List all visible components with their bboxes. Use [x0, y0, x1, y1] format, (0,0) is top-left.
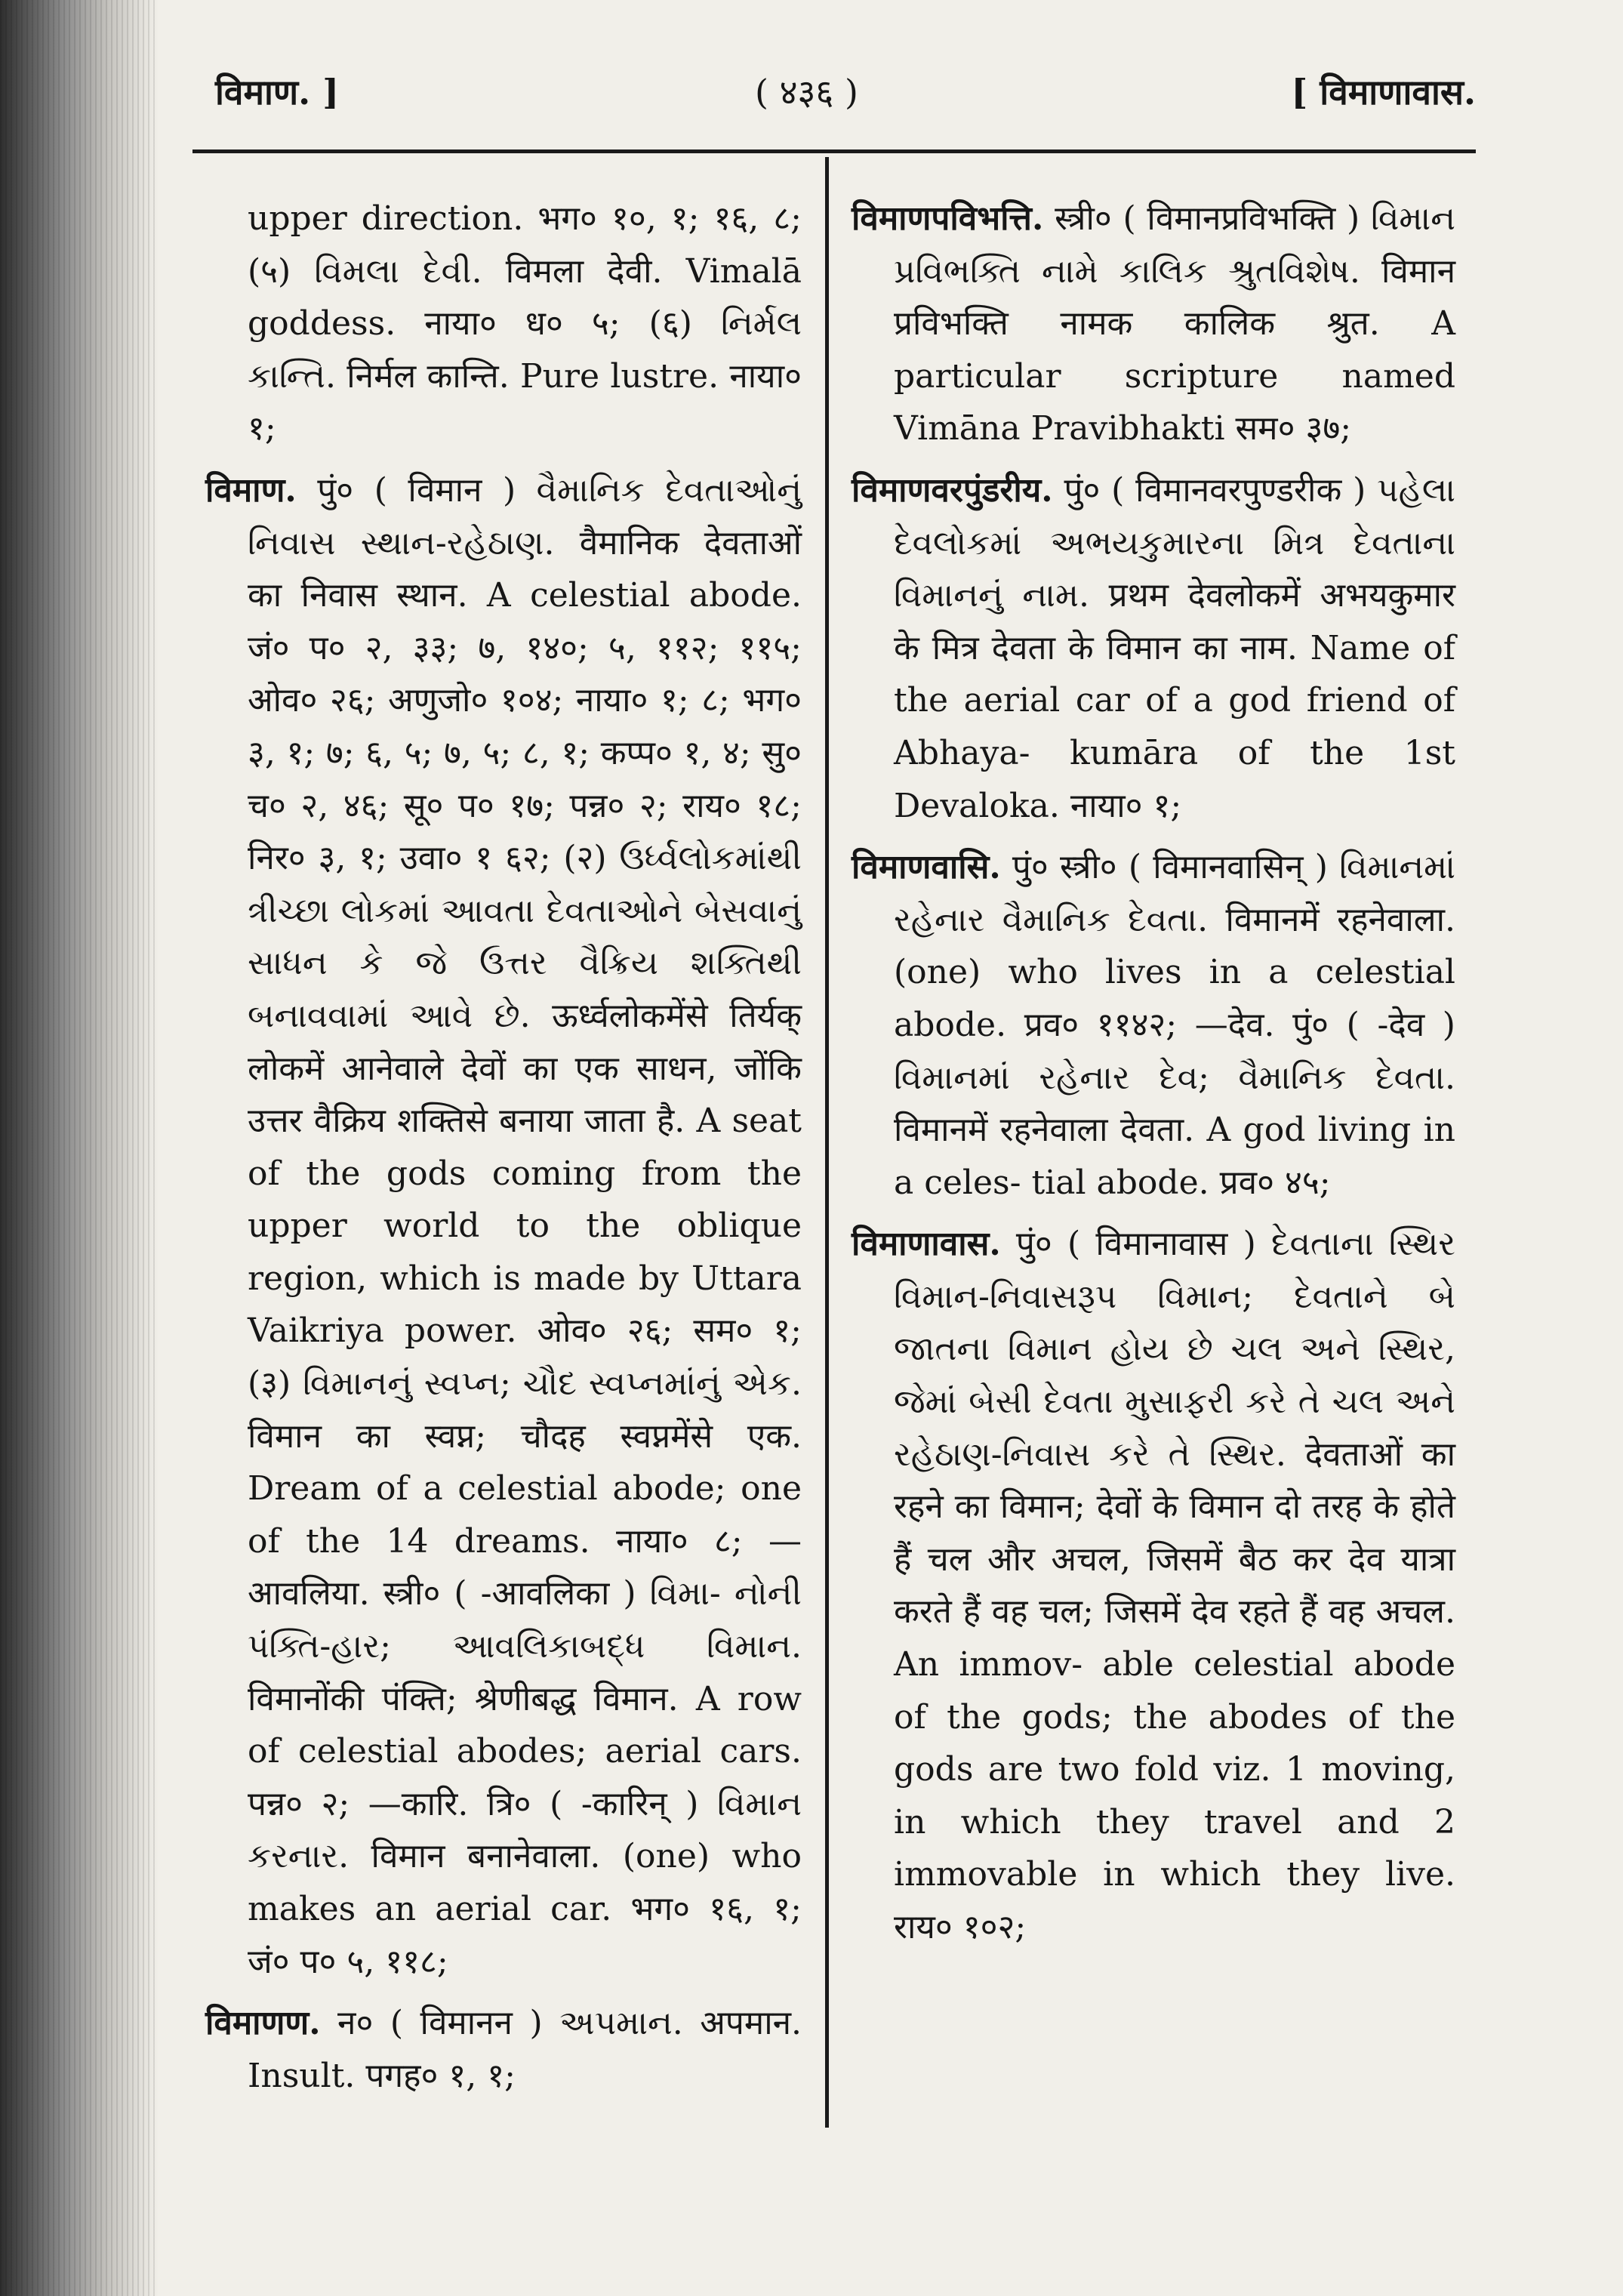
- entry-text-line: kumāra of the 1st Devaloka.: [894, 733, 1455, 825]
- entry-text-line: रहनेवाला. (one) who lives in a: [894, 900, 1455, 992]
- entry-text-line: in which they travel and 2: [894, 1802, 1455, 1841]
- entry-text-line: સ્થિર, જેમાં બેસી દેવતા મુસાફરી કરે: [894, 1330, 1455, 1422]
- entry-text-line: is made by Uttara Vaikriya: [248, 1259, 802, 1351]
- entry-text-line: १; जं० प० ५, ११८;: [248, 1890, 802, 1981]
- entry-text-line: are two fold viz. 1 moving,: [987, 1750, 1455, 1789]
- entry-text-line: —आवलिया. स्त्री० ( -आवलिका ) વિમા-: [248, 1521, 802, 1613]
- entry-text-line: of a celestial abode; one of: [248, 1469, 802, 1561]
- entry-text-line: પહેલા દેવલોકમાં અભયકુમારના મિત્ર: [894, 470, 1455, 562]
- entry-text-line: lustre. नाया० १;: [248, 356, 802, 448]
- entry-text-line: Vimāna Pravibhakti सम० ३७;: [894, 409, 1352, 448]
- entry-text-line: upper direction. भग० १०, १;: [248, 199, 700, 238]
- entry-text-line: બે જાતના વિમાન હોય છે ચલ અને: [894, 1277, 1455, 1369]
- left-column: [205, 193, 802, 2111]
- dictionary-entry: [852, 193, 1455, 455]
- entry-headword: विमाणवासि.: [852, 848, 1001, 887]
- entry-text-line: gods; the abodes of the gods: [894, 1697, 1455, 1789]
- entry-text-line: makes an aerial car. भग० १६,: [248, 1890, 755, 1928]
- entry-text-line: १७; पन्न० २; राय० १८; निर० ३, १;: [248, 786, 802, 878]
- right-column: [852, 193, 1455, 1963]
- entry-text-line: Vimalā goddess. नाया० ध० ५;: [248, 251, 802, 344]
- entry-headword: विमाणावास.: [852, 1225, 1001, 1264]
- column-divider: [825, 157, 829, 2128]
- entry-text-line: न० ( विमानन ) અપમાન. अपमान.: [337, 2004, 802, 2043]
- entry-text-line: पुं० ( विमान ) વૈમાનિક દેવતાઓનું: [317, 470, 802, 510]
- entry-text-line: स्त्री० ( विमानप्रविभक्ति ): [1055, 199, 1360, 238]
- entry-text-line: प० २, ३३; ७, १४०; ५, ११२; ११५;: [309, 628, 802, 667]
- entry-text-line: આવે છે. ऊर्ध्वलोकमेंसे तिर्यक् लोकमें आनेवाले: [248, 996, 802, 1088]
- entry-continuation: [205, 193, 802, 455]
- entry-text-line: देव रहते हैं वह अचल. An immov-: [894, 1592, 1456, 1684]
- entry-text-line: दो तरह के होते हैं चल और अचल, जिसमें: [894, 1487, 1455, 1579]
- entry-text-line: દેવતાના વિમાનનું નામ. प्रथम देवलोकमें: [894, 523, 1455, 615]
- entry-text-line: Name of the aerial car of: [894, 628, 1455, 720]
- entry-text-line: able celestial abode of the: [894, 1645, 1455, 1737]
- entry-text-line: देवों का एक साधन, जोंकि उत्तर वैक्रिय शक्तिसे: [248, 1049, 802, 1141]
- entry-text-line: of celestial abodes; aerial cars.: [248, 1732, 802, 1771]
- dictionary-entry: [852, 841, 1455, 1209]
- entry-text-line: बनाया जाता है. A seat of the gods: [248, 1102, 802, 1193]
- entry-text-line: coming from the upper world: [248, 1154, 802, 1246]
- header-left-guide-word: विमाण. ]: [215, 72, 339, 112]
- page-number: ( ४३६ ): [755, 72, 858, 112]
- entry-text-line: to the oblique region, which: [248, 1207, 802, 1298]
- entry-text-line: નોની પંક્તિ-હાર; આવલિકાબદ્ધ વિમાન.: [248, 1574, 802, 1666]
- dictionary-entry: [205, 1997, 802, 2102]
- entry-text-line: विमान प्रविभक्ति नामक कालिक श्रुत. A: [894, 251, 1455, 344]
- entry-text-line: particular scripture named: [894, 356, 1455, 396]
- entry-text-line: राय० १०२;: [894, 1908, 1027, 1946]
- entry-text-line: a god friend of Abhaya-: [894, 681, 1455, 772]
- entry-text-line: भग० ३, १; ७; ६, ५; ७, ५; ८, १;: [248, 681, 802, 772]
- entry-text-line: તે ચલ અને રહેઠાણ-નિવાસ કરે તે સ્થિર.: [894, 1382, 1455, 1474]
- entry-text-line: the 14 dreams. नाया० ८;: [306, 1521, 743, 1561]
- dictionary-entry: [852, 464, 1455, 832]
- entry-text-line: કરનાર. विमान बनानेवाला. (one) who: [248, 1837, 802, 1876]
- entry-text-line: celestial abode. प्रव० ११४२;: [894, 953, 1455, 1044]
- entry-text-line: पुं० स्त्री० ( विमानवासिन् ): [1012, 848, 1328, 887]
- entry-headword: विमाणण.: [205, 2004, 321, 2043]
- entry-text-line: —देव. पुं० ( -देव ) વિમાનમાં રહેનાર: [894, 1005, 1455, 1097]
- entry-text-line: વિમાનમાં રહેનાર વૈમાનિક દેવતા. विमानमें: [894, 848, 1455, 939]
- header-rule: [192, 149, 1476, 153]
- entry-text-line: નિવાસ સ્થાન-રહેઠાણ. वैमानिक देवताओं का: [248, 523, 802, 615]
- entry-text-line: લોકમાં આવતા દેવતાઓને બેસવાનું સાધન: [248, 891, 802, 983]
- entry-text-line: વિમાનનું સ્વપ્ન; ચૌદ સ્વપ્નમાંનું એક. विमान: [248, 1364, 802, 1456]
- entry-text-line: देवता. A god living in a celes-: [894, 1111, 1455, 1202]
- entry-headword: विमाण.: [205, 470, 297, 510]
- entry-text-line: अभयकुमार के मित्र देवता के विमान का नाम.: [894, 576, 1455, 667]
- dictionary-entry: [205, 464, 802, 1988]
- entry-text-line: निवास स्थान. A celestial abode. जं०: [248, 576, 802, 667]
- entry-text-line: उवा० १ ६२; (२) ઉર્ધ્વલોકમાંથી ત્રીચ્છા: [248, 839, 802, 930]
- entry-text-line: विमानोंकी पंक्ति; श्रेणीबद्ध विमान. A row: [248, 1679, 802, 1718]
- entry-text-line: १६, ८; (५) વિમલા દેવી. विमला देवी.: [248, 199, 802, 291]
- entry-text-line: tial abode. प्रव० ४५;: [1031, 1163, 1331, 1202]
- entry-text-line: देवताओं का रहने का विमान; देवों के विमान: [894, 1435, 1455, 1527]
- entry-text-line: नाया० १;: [1070, 786, 1182, 825]
- entry-text-line: power. ओव० २६; सम० १; (३): [248, 1311, 802, 1404]
- entry-text-line: Insult. पगह० १, १;: [248, 2056, 516, 2095]
- entry-headword: विमाणपविभत्ति.: [852, 199, 1044, 238]
- book-spine-shadow: [0, 0, 159, 2296]
- page-header: [192, 69, 1476, 122]
- entry-text-line: बैठ कर देव यात्रा करते हैं वह चल; जिसमें: [894, 1539, 1455, 1632]
- entry-text-line: દેવ; વૈમાનિક દેવતા. विमानमें रहनेवाला: [894, 1058, 1455, 1150]
- entry-headword: विमाणवरपुंडरीय.: [852, 470, 1053, 510]
- entry-text-line: immovable in which they live.: [894, 1855, 1455, 1894]
- entry-text-line: पुं० ( विमानावास ) દેવતાના: [1015, 1225, 1374, 1264]
- entry-text-line: पन्न० २; —कारि. त्रि० ( -कारिन् ) વિમાન: [248, 1784, 802, 1823]
- entry-text-line: વિમાન પ્રવિભક્તિ નામે કાલિક શ્રુતવિશેષ.: [894, 199, 1455, 291]
- entry-text-line: (६) નિર્મલ કાન્તિ. निर्मल कान्ति. Pure: [248, 304, 802, 396]
- entry-text-line: पुं० ( विमानवरपुण्डरीक ): [1064, 470, 1366, 510]
- entry-text-line: का स्वप्न; चौदह स्वप्नमेंसे एक. Dream: [248, 1416, 802, 1509]
- entry-text-line: कप्प० १, ४; सु० च० २, ४६; सू० प०: [248, 733, 802, 825]
- dictionary-entry: [852, 1218, 1455, 1953]
- entry-text-line: સ્થિર વિમાન-નિવાસરૂપ વિમાન; દેવતાને: [894, 1225, 1455, 1316]
- entry-text-line: ओव० २६; अणुजो० १०४; नाया० १; ८;: [248, 681, 730, 720]
- header-right-guide-word: [ विमाणावास.: [1291, 72, 1476, 112]
- entry-text-line: કે જે ઉત્તર વૈક્રિય શક્તિથી બનાવવામાં: [248, 944, 802, 1035]
